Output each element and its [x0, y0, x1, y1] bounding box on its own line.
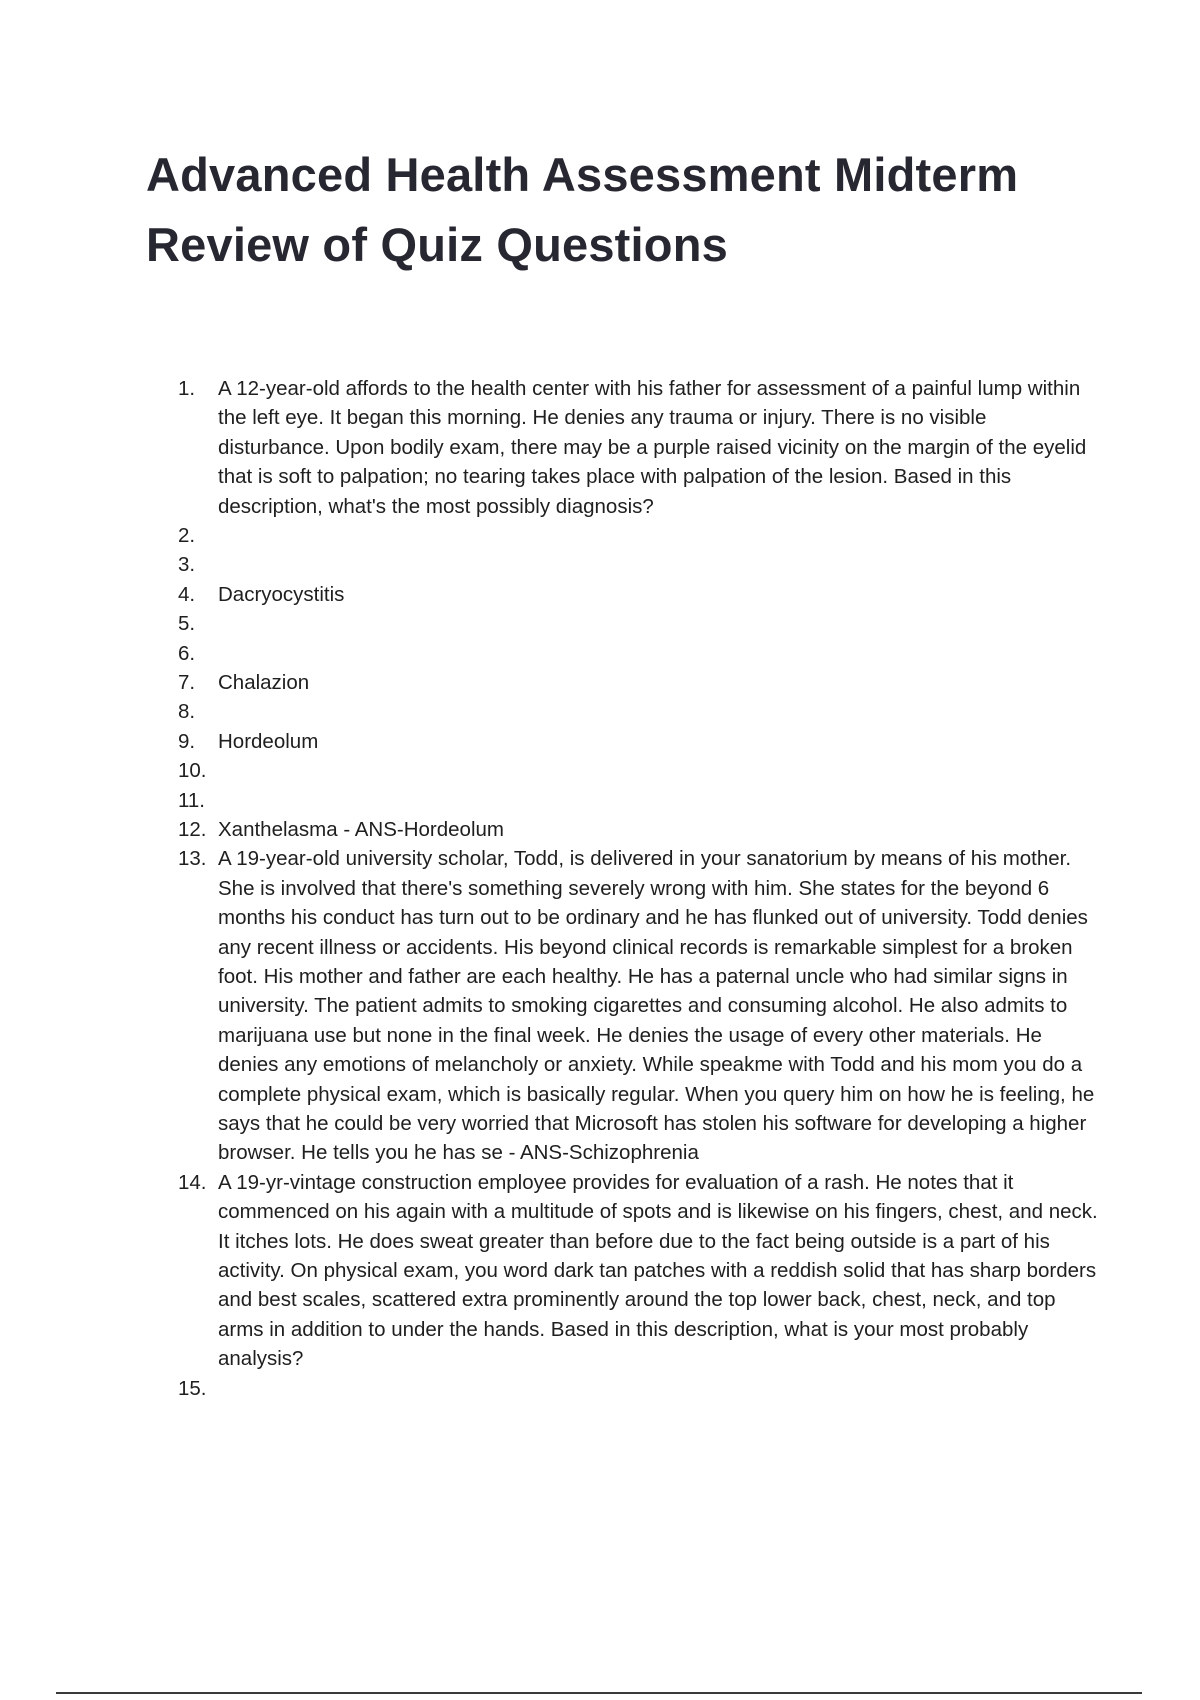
list-item-number: 14. [178, 1170, 207, 1194]
list-item [178, 697, 1098, 726]
list-item-number: 6. [178, 641, 196, 665]
list-item-number: 15. [178, 1376, 207, 1400]
list-item [178, 815, 1098, 844]
list-item [178, 727, 1098, 756]
list-item [178, 521, 1098, 550]
list-item [178, 639, 1098, 668]
list-item-number: 1. [178, 377, 196, 400]
list-item [178, 1374, 1098, 1403]
list-item [178, 609, 1098, 638]
list-item [178, 668, 1098, 697]
list-item-text: Xanthelasma - ANS-Hordeolum [218, 817, 504, 841]
question-list [178, 374, 1098, 1403]
list-item-number: 10. [178, 759, 207, 783]
list-item-number: 8. [178, 700, 196, 724]
list-item-number: 12. [178, 817, 207, 841]
list-item-number: 9. [178, 729, 196, 753]
list-item-number: 13. [178, 847, 207, 871]
list-item-text: A 19-year-old university scholar, Todd, is delivered in your sanatorium by means of his mother. She is involved that there's something severely wrong with him. She states for the beyond 6 months his conduct has turn out to be ordinary and he has flunked out of university. Todd denies any recent illness or accidents. His beyond clinical records is remarkable simplest for a broken foot. His mother and father are each healthy. He has a paternal uncle who had similar signs in university. The patient admits to smoking cigarettes and consuming alcohol. He also admits to marijuana use but none in the final week. He denies the usage of every other materials. He denies any emotions of melancholy or anxiety. While speakme with Todd and his mom you do a complete physical exam, which is basically regular. When you query him on how he is feeling, he says that he could be very worried that Microsoft has stolen his software for developing a higher browser. He tells you he has se - ANS-Schizophrenia [218, 847, 1095, 1165]
list-item-number: 5. [178, 612, 196, 636]
list-item [178, 786, 1098, 815]
list-item [178, 844, 1098, 1167]
list-item-text: Chalazion [218, 671, 310, 694]
list-item [178, 580, 1098, 609]
list-item-text: Hordeolum [218, 729, 319, 753]
list-item-number: 2. [178, 524, 196, 548]
list-item [178, 374, 1098, 521]
list-item-number: 11. [178, 788, 205, 812]
list-item [178, 1168, 1098, 1374]
list-item-text: A 19-yr-vintage construction employee provides for evaluation of a rash. He notes that it commenced on his again with a multitude of spots and is likewise on his fingers, chest, and neck. It itches lots. He does sweat greater than before due to the fact being outside is a part of his activity. On physical exam, you word dark tan patches with a reddish solid that has sharp borders and best scales, scattered extra prominently around the top lower back, chest, neck, and top arms in addition to under the hands. Based in this description, what is your most probably analysis? [218, 1170, 1098, 1371]
page-bottom-divider [56, 1692, 1142, 1694]
document-title: Advanced Health Assessment Midterm Review of Quiz Questions [146, 148, 1019, 271]
list-item [178, 756, 1098, 785]
list-item-number: 4. [178, 582, 196, 606]
list-item-text: Dacryocystitis [218, 582, 345, 606]
list-item-text: A 12-year-old affords to the health center with his father for assessment of a painful lump within the left eye. It began this morning. He denies any trauma or injury. There is no visible disturbance. Upon bodily exam, there may be a purple raised vicinity on the margin of the eyelid that is soft to palpation; no tearing takes place with palpation of the lesion. Based in this description, what's the most possibly diagnosis? [218, 377, 1087, 518]
list-item-number: 7. [178, 671, 196, 694]
list-item-number: 3. [178, 553, 196, 577]
list-item [178, 550, 1098, 579]
